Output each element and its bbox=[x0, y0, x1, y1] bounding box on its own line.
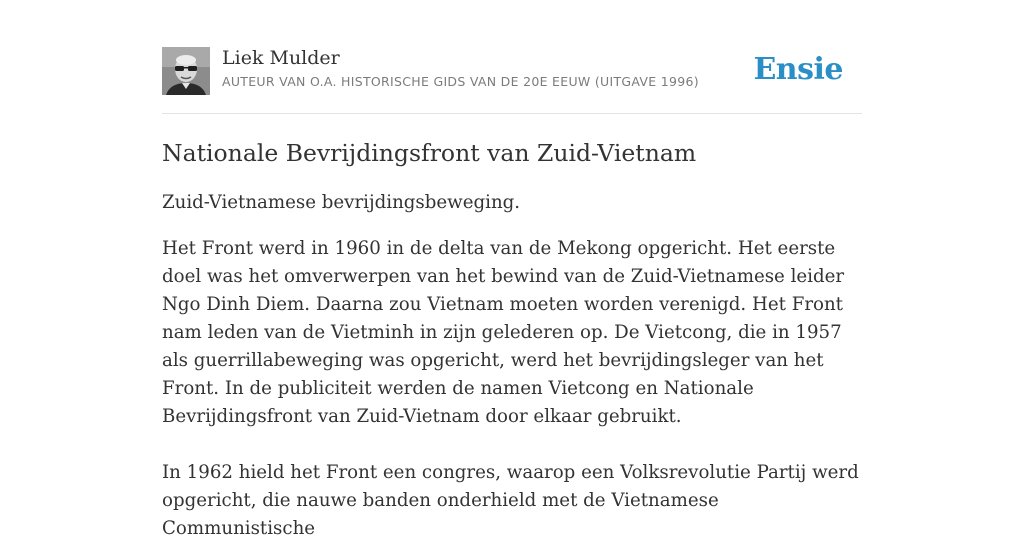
article-paragraph: In 1962 hield het Front een congres, waarop een Volksrevolutie Partij werd opgericht, die nauwe banden onderhield met de Vietnamese Communistische bbox=[162, 462, 859, 539]
author-header bbox=[162, 46, 862, 113]
avatar-image bbox=[162, 47, 210, 95]
author-subtitle: AUTEUR VAN O.A. HISTORISCHE GIDS VAN DE 20E EEUW (UITGAVE 1996) bbox=[222, 74, 699, 89]
author-name[interactable]: Liek Mulder bbox=[222, 47, 340, 69]
ensie-logo-link[interactable]: Ensie bbox=[753, 52, 843, 87]
header-divider bbox=[162, 113, 862, 114]
article-body bbox=[162, 137, 867, 543]
author-portrait-icon[interactable] bbox=[162, 47, 210, 95]
article-paragraph: Het Front werd in 1960 in de delta van de Mekong opgericht. Het eerste doel was het omverwerpen van het bewind van de Zuid-Vietnamese leider Ngo Dinh Diem. Daarna zou Vietnam moeten worden verenigd. Het Front nam leden van de Vietminh in zijn gelederen op. De Vietcong, die in 1957 als guerrillabeweging was opgericht, werd het bevrijdingsleger van het Front. In de publiciteit werden de namen Vietcong en Nationale Bevrijdingsfront van Zuid-Vietnam door elkaar gebruikt. bbox=[162, 238, 845, 427]
article-lead: Zuid-Vietnamese bevrijdingsbeweging. bbox=[162, 192, 521, 213]
article-title: Nationale Bevrijdingsfront van Zuid-Vietnam bbox=[162, 139, 697, 167]
